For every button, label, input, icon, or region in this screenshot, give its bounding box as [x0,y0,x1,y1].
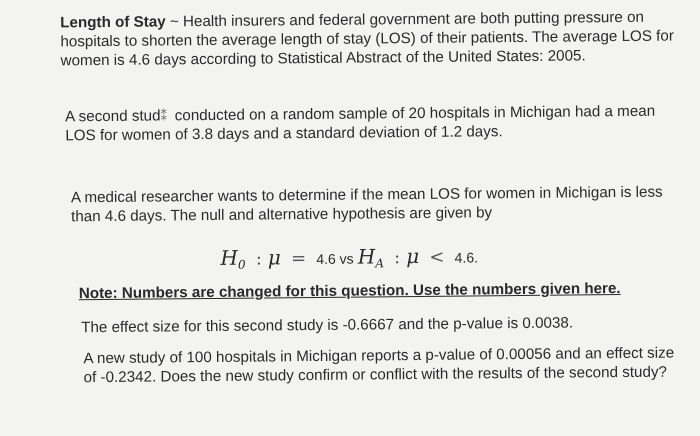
second-study-text-a: A second stud [65,107,161,126]
colon-1: : [255,248,262,270]
mu-2: μ [406,243,420,269]
hypothesis-formula [220,242,640,274]
less-than-sign: < [429,246,445,268]
topic-title: Length of Stay [60,13,166,32]
second-study-paragraph [65,102,675,146]
null-hypothesis-symbol: H [220,245,239,270]
effect-size-paragraph: The effect size for this second study is -0.6667 and the p-value is 0.0038. [81,314,574,337]
intro-paragraph [60,7,681,70]
alt-value: 4.6. [454,249,479,266]
colon-2: : [394,247,401,269]
title-dash: ~ [165,13,184,31]
new-study-paragraph: A new study of 100 hospitals in Michigan reports a p-value of 0.00056 and an effect size of -0.2342. Does the new study confirm or conflict with the results of the second study? [83,344,675,387]
second-study-text-b: conducted on a random sample of 20 hospitals in Michigan had a mean LOS for women of 3.8 days and a standard deviation of 1.2 days. [65,102,656,145]
mouse-cursor-icon: ⁑ [160,108,168,124]
intro-text: Health insurers and federal government are both putting pressure on hospitals to shorten the average length of stay (LOS) of their patients. The average LOS for women is 4.6 days according to Statistical Abstract of the United States: 2005. [60,8,674,70]
researcher-text: A medical researcher wants to determine if the mean LOS for women in Michigan is less than 4.6 days. The null and alternative hypothesis are given by [70,183,663,226]
equals-sign: = [290,248,307,270]
null-hypothesis-subscript: 0 [237,257,246,272]
alt-hypothesis-subscript: A [375,256,385,271]
alt-hypothesis-symbol: H [357,244,376,269]
mu-1: μ [267,245,281,270]
null-value: 4.6 vs [316,250,354,267]
researcher-paragraph [71,182,681,226]
note-heading: Note: Numbers are changed for this question. Use the numbers given here. [78,280,621,303]
